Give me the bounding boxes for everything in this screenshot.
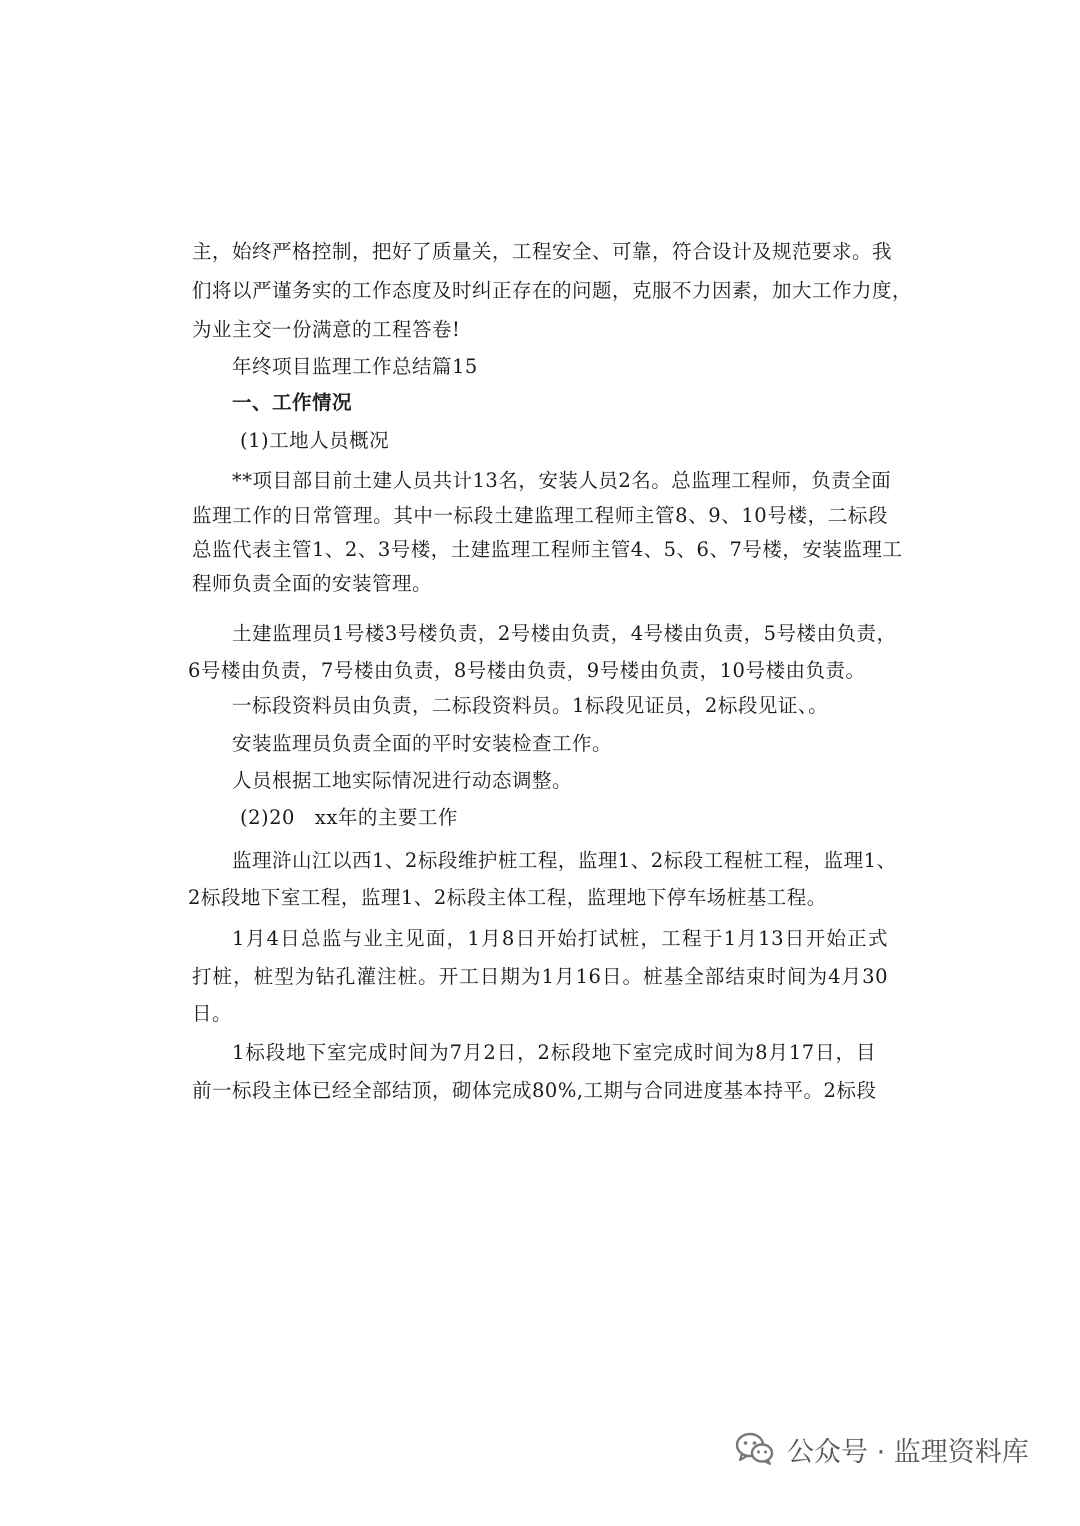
text-line: 1标段地下室完成时间为7月2日，2标段地下室完成时间为8月17日，目 [232,1041,876,1064]
text-line: 2标段地下室工程，监理1、2标段主体工程，监理地下停车场桩基工程。 [188,886,827,909]
text-line: 安装监理员负责全面的平时安装检查工作。 [232,732,613,755]
text-line: 人员根据工地实际情况进行动态调整。 [232,769,573,792]
text-line: 总监代表主管1、2、3号楼，土建监理工程师主管4、5、6、7号楼，安装监理工 [192,538,903,561]
subsection-heading: (2)20 xx年的主要工作 [240,806,458,829]
text-line: 前一标段主体已经全部结顶，砌体完成80%,工期与合同进度基本持平。2标段 [192,1079,877,1102]
text-line: 6号楼由负责，7号楼由负责，8号楼由负责，9号楼由负责，10号楼由负责。 [188,659,866,682]
section-title: 年终项目监理工作总结篇15 [232,355,478,378]
subsection-heading: (1)工地人员概况 [240,429,390,452]
watermark-footer [735,1427,1029,1471]
text-line: 监理工作的日常管理。其中一标段土建监理工程师主管8、9、10号楼，二标段 [192,504,888,527]
section-heading: 一、工作情况 [232,391,353,414]
text-line: 主，始终严格控制，把好了质量关，工程安全、可靠，符合设计及规范要求。我 [192,240,893,263]
text-line: **项目部目前土建人员共计13名，安装人员2名。总监理工程师，负责全面 [232,469,892,492]
text-line: 为业主交一份满意的工程答卷! [192,318,461,341]
text-line: 打桩，桩型为钻孔灌注桩。开工日期为1月16日。桩基全部结束时间为4月30 [192,965,888,988]
watermark-text: 公众号 · 监理资料库 [787,1436,1029,1468]
text-line: 一标段资料员由负责，二标段资料员。1标段见证员，2标段见证、。 [232,694,829,717]
text-line: 日。 [192,1002,233,1025]
text-line: 土建监理员1号楼3号楼负责，2号楼由负责，4号楼由负责，5号楼由负责， [232,622,897,645]
text-line: 监理浒山江以西1、2标段维护桩工程，监理1、2标段工程桩工程，监理1、 [232,849,897,872]
text-line: 1月4日总监与业主见面，1月8日开始打试桩，工程于1月13日开始正式 [232,927,888,950]
text-line: 程师负责全面的安装管理。 [192,572,433,595]
wechat-icon [735,1432,775,1466]
text-line: 们将以严谨务实的工作态度及时纠正存在的问题，克服不力因素，加大工作力度， [192,279,913,302]
